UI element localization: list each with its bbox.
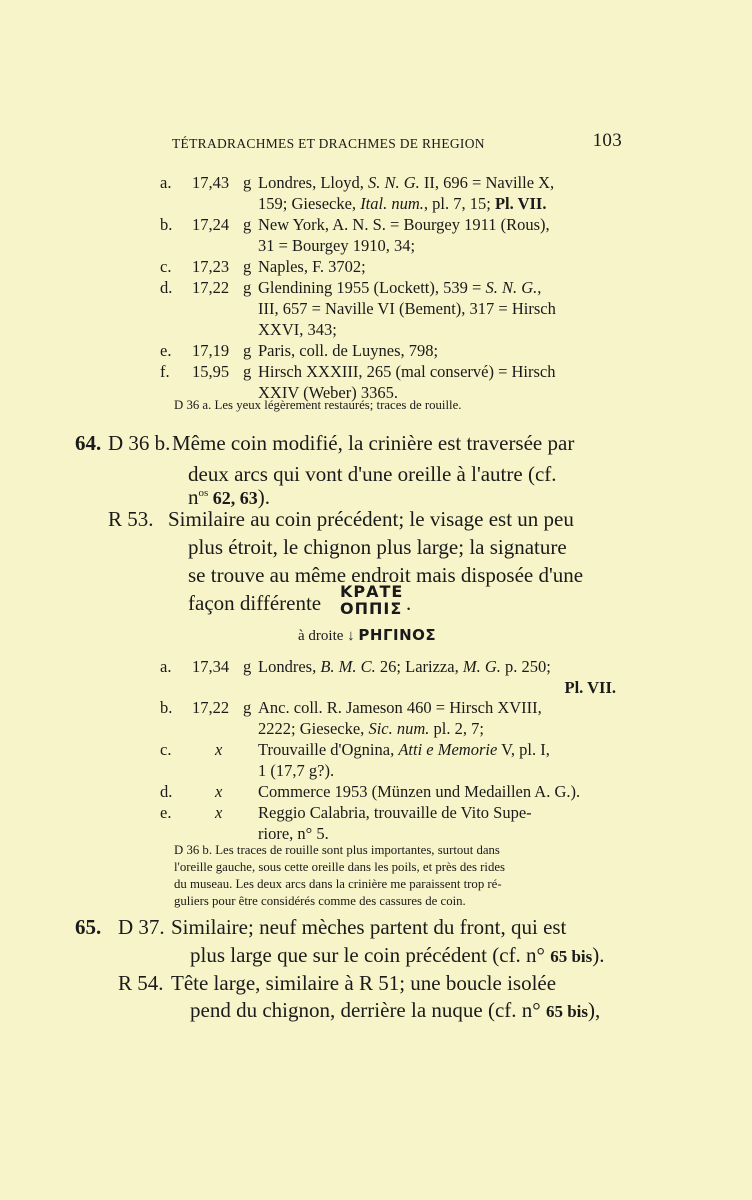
item-weight: 17,34 xyxy=(192,657,230,676)
item-label: a. xyxy=(160,173,172,192)
item-weight: 17,23 xyxy=(192,257,230,276)
item-description: Commerce 1953 (Münzen und Medaillen A. G.). xyxy=(258,782,581,801)
item-description: New York, A. N. S. = Bourgey 1911 (Rous), 31 = Bourgey 1910, 34; xyxy=(258,215,550,255)
entry-number: 65. xyxy=(75,915,102,939)
item-label: b. xyxy=(160,215,173,234)
item-weight: 17,22 xyxy=(192,698,230,717)
item-description: Anc. coll. R. Jameson 460 = Hirsch XVIII, 2222; Giesecke, Sic. num. pl. 2, 7; xyxy=(258,698,542,738)
item-unit: x xyxy=(215,782,223,801)
item-unit: g xyxy=(243,362,252,381)
item-label: d. xyxy=(160,782,173,801)
item-weight: 15,95 xyxy=(192,362,230,381)
item-description: Glendining 1955 (Lockett), 539 = S. N. G., III, 657 = Naville VI (Bement), 317 = Hirsch XXVI, 343; xyxy=(258,278,556,339)
signature-legend: ΚΡΑΤΕ ΟΠΠΙΣ xyxy=(340,582,404,618)
item-unit: g xyxy=(243,215,252,234)
item-label: e. xyxy=(160,341,172,360)
item-description: Trouvaille d'Ognina, Atti e Memorie V, pl. I, 1 (17,7 g?). xyxy=(258,740,550,780)
item-label: c. xyxy=(160,740,172,759)
book-page: TÉTRADRACHMES ET DRACHMES DE RHEGION 103 a. 17,43 g Londres, Lloyd, S. N. G. II, 696 = Naville X, 159; Giesecke, Ital. num., pl. 7, 15; Pl. VII. b. 17,24 g New York, A. N. S. = Bourgey 1911 (Rous), 31 = Bourgey 1910, 34; c. 17,23 g Naples, F. 3702; d. 17,22 g Glendining 1955 (Lockett), 539 = S. N. G., III, 657 = Naville VI (Bement), 317 = Hirsch XXVI, 343; e. 17,19 g Paris, coll. de Luynes, 798; f. 15,95 g Hirsch XXXIII, 265 (mal conservé) = Hirsch XXIV (Weber) 3365. D 36 a. Les yeux légèrement restaurés; traces de rouille. 64. D 36 b. Même coin modifié, la crinière est traversée par deux arcs qui vont d'une oreille à l'autre (cf. $n^{os}$ 62, 63). R 53. Similaire au coin précédent; le visage est un peu plus étroit, le chignon plus large; la signature se trouve au même endroit mais disposée d'une façon différente ΚΡΑΤΕ ΟΠΠΙΣ . à droite ↓ ΡΗΓΙΝΟΣ a. 17,34 g Londres, B. M. C. 26; Larizza, M. G. p. 250; Pl. VII. b. 17,22 g Anc. coll. R. Jameson 460 = Hirsch XVIII, 2222; Giesecke, Sic. num. pl. 2, 7; c. x Trouvaille d'Ognina, Atti e Memorie V, pl. I, 1 (17,7 g?). d. x Commerce 1953 (Münzen und Medaillen A. G.). e. x Reggio Calabria, trouvaille de Vito Supe- riore, n° 5. D 36 b. Les traces de rouille sont plus importantes, surtout dans l'oreille gauche, sous cette oreille dans les poils, et près des rides du museau. Les deux arcs dans la crinière me paraissent trop ré- guliers pour être considérés comme des cassures de coin. 65. D 37. Similaire; neuf mèches partent du front, qui est plus large que sur le coin précédent (cf. n° 65 bis). R 54. Tête large, similaire à R 51; une boucle isolée pend du chignon, derrière la nuque (cf. n° 65 bis), xyxy=(75,130,622,1022)
item-unit: g xyxy=(243,341,252,360)
item-description: Paris, coll. de Luynes, 798; xyxy=(258,341,439,360)
item-weight: 17,24 xyxy=(192,215,230,234)
page-number: 103 xyxy=(592,130,622,151)
item-label: b. xyxy=(160,698,173,717)
item-unit: g xyxy=(243,257,252,276)
footnote-d36a: D 36 a. Les yeux légèrement restaurés; traces de rouille. xyxy=(174,398,462,412)
reverse-code: R 54. xyxy=(118,971,164,995)
item-weight: 17,19 xyxy=(192,341,230,360)
item-weight: 17,43 xyxy=(192,173,230,192)
item-description: Londres, B. M. C. 26; Larizza, M. G. p. 250; Pl. VII. xyxy=(258,657,616,697)
entry-number: 64. xyxy=(75,431,102,455)
item-label: f. xyxy=(160,362,170,381)
item-label: d. xyxy=(160,278,173,297)
footnote-d36b: D 36 b. Les traces de rouille sont plus importantes, surtout dans l'oreille gauche, sous cette oreille dans les poils, et près des rides du museau. Les deux arcs dans la crinière me paraissent trop ré- guliers pour être considérés comme des cassures de coin. xyxy=(174,843,506,908)
item-description: Naples, F. 3702; xyxy=(258,257,366,276)
item-unit: g xyxy=(243,657,252,676)
item-unit: g xyxy=(243,278,252,297)
die-code: D 37. xyxy=(118,915,165,939)
item-unit: x xyxy=(215,740,223,759)
right-legend: à droite ↓ ΡΗΓΙΝΟΣ xyxy=(298,626,437,644)
item-description: Reggio Calabria, trouvaille de Vito Supe- riore, n° 5. xyxy=(258,803,532,843)
item-label: c. xyxy=(160,257,172,276)
item-description: Londres, Lloyd, S. N. G. II, 696 = Naville X, 159; Giesecke, Ital. num., pl. 7, 15; Pl. VII. xyxy=(258,173,555,213)
item-unit: g xyxy=(243,698,252,717)
item-weight: 17,22 xyxy=(192,278,230,297)
die-code: D 36 b. xyxy=(108,431,171,455)
item-label: a. xyxy=(160,657,172,676)
running-title: TÉTRADRACHMES ET DRACHMES DE RHEGION xyxy=(172,136,485,151)
item-description: Hirsch XXXIII, 265 (mal conservé) = Hirsch XXIV (Weber) 3365. xyxy=(258,362,556,402)
item-unit: g xyxy=(243,173,252,192)
item-label: e. xyxy=(160,803,172,822)
reverse-code: R 53. xyxy=(108,507,154,531)
item-unit: x xyxy=(215,803,223,822)
